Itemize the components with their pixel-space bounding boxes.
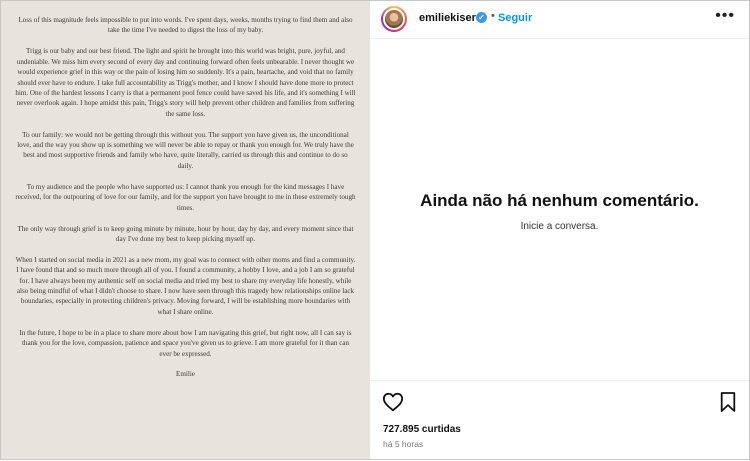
follow-button[interactable]: Seguir xyxy=(498,12,533,24)
post-sidebar xyxy=(370,1,749,459)
username-link[interactable]: emiliekiser xyxy=(419,12,476,24)
letter-paragraph: To my audience and the people who have supported us: I cannot thank you enough for the kind messages I have received, for the outpouring of love for our family, and for the support you have brought to me in these extremely tough times. xyxy=(15,182,356,212)
letter-text xyxy=(15,15,356,390)
post-actions xyxy=(370,380,749,461)
letter-paragraph: When I started on social media in 2021 as a new mom, my goal was to connect with other moms and find a community. I have found that and so much more through all of you. I found a community, a hobby I love, and a job I am so grateful for. I have always been my authentic self on social media and tried my best to share my everyday life honestly, while also being mindful of what I didn't choose to share. I now have seen through this tragedy how relationships online lack boundaries, especially in protecting children's privacy. Moving forward, I will be establishing more boundaries with what I share online. xyxy=(15,255,356,316)
no-comments-title: Ainda não há nenhum comentário. xyxy=(420,191,699,210)
post-image xyxy=(1,1,370,459)
bookmark-icon[interactable] xyxy=(719,391,737,413)
letter-paragraph: To our family: we would not be getting through this without you. The support you have given us, the unconditional love, and the way you show up is something we will never be able to repay or thank you enough for. We truly have the best and most supportive friends and family who have, quite literally, carried us through this and continue to do so daily. xyxy=(17,130,354,170)
post-timestamp: há 5 horas xyxy=(383,439,424,449)
letter-paragraph: Loss of this magnitude feels impossible to put into words. I've spent days, weeks, months trying to find them and also take the time I've needed to digest the loss of my baby. xyxy=(18,16,353,35)
no-comments-subtitle: Inicie a conversa. xyxy=(520,221,599,232)
avatar-photo xyxy=(385,10,403,28)
letter-signature: Emilie xyxy=(176,370,195,379)
letter-paragraph: The only way through grief is to keep going minute by minute, hour by hour, day by day, and every moment since that day I've done my best to keep picking myself up. xyxy=(17,224,354,243)
letter-paragraph: Trigg is our baby and our best friend. The light and spirit he brought into this world was bright, pure, joyful, and undeniable. We miss him every second of every day and continuing forward often feels unbearable. I never thought we would experience grief in this way or the pain of losing him so suddenly. It's a pain, heartache, and void that no family should ever have to endure. I take full accountability as Trigg's mother, and I know I should have done more to protect him. One of the hardest lessons I carry is that a permanent pool fence could have saved his life, and it's something I will never overlook again. I hope amidst this pain, Trigg's story will help prevent other children and families from suffering the same loss. xyxy=(15,47,356,118)
verified-badge-icon: ✓ xyxy=(476,12,487,23)
likes-count[interactable]: 727.895 curtidas xyxy=(383,424,461,435)
avatar[interactable] xyxy=(381,6,407,32)
letter-paragraph: In the future, I hope to be in a place to share more about how I am navigating this grief, but right now, all I can say is thank you for the love, compassion, patience and space you've given us to grieve. I am more grateful for it than can ever be expressed. xyxy=(19,328,352,358)
more-options-icon[interactable]: ••• xyxy=(715,7,735,24)
heart-icon[interactable] xyxy=(382,391,404,413)
post-header xyxy=(370,1,749,39)
separator-dot: • xyxy=(491,10,495,22)
